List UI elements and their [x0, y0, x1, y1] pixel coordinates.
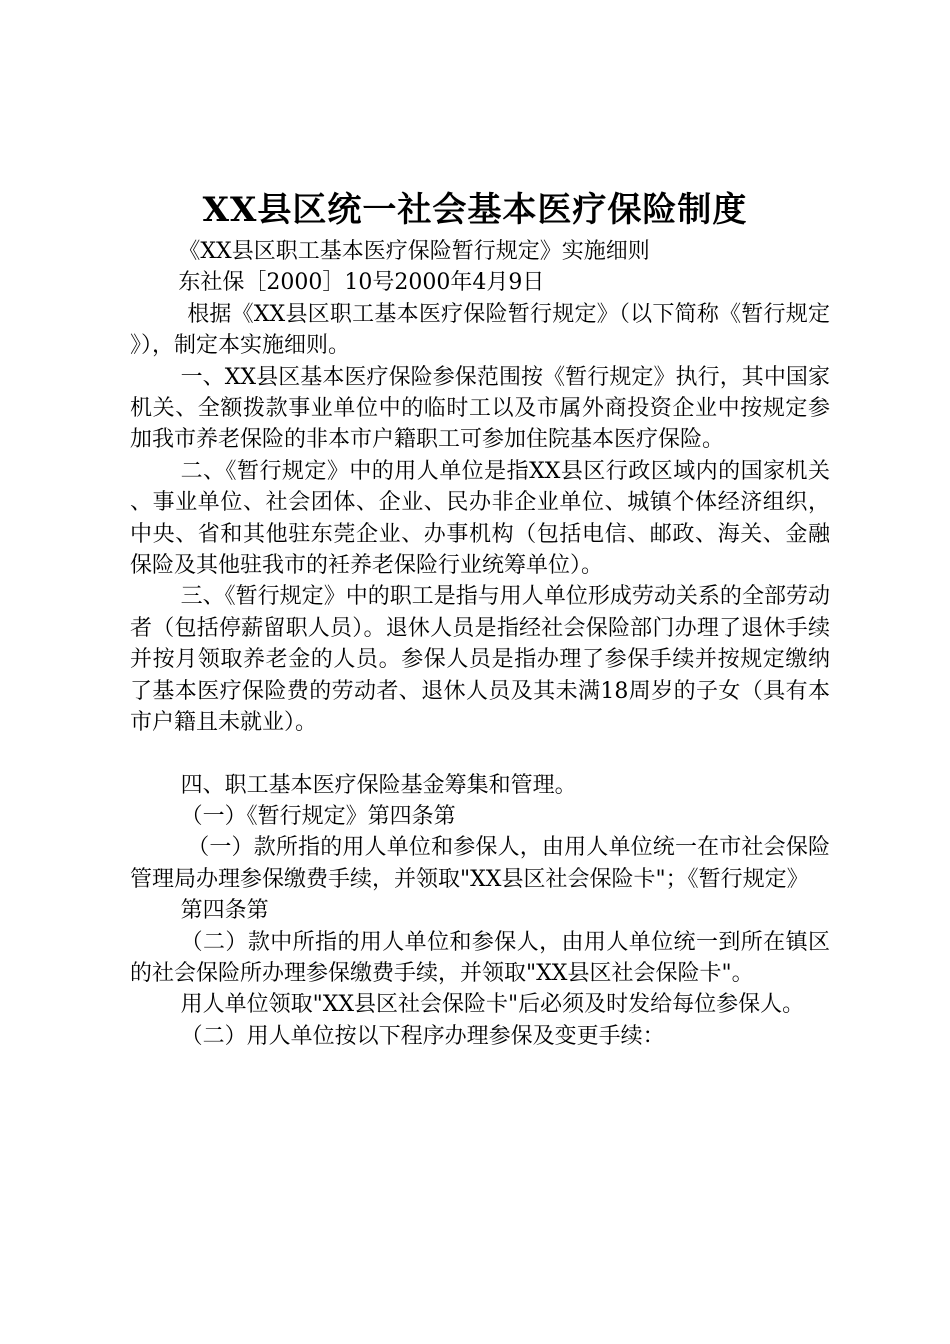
- document-number: 东社保［2000］10号2000年4月9日: [178, 270, 545, 296]
- paragraph-article-4: 第四条第: [180, 898, 269, 924]
- paragraph-intro: 根据《XX县区职工基本医疗保险暂行规定》（以下简称《暂行规定》），制定本实施细则。: [130, 301, 830, 359]
- paragraph-gap: [130, 739, 830, 770]
- paragraph-section-3: 三、《暂行规定》中的职工是指与用人单位形成劳动关系的全部劳动者（包括停薪留职人员）。退休人员是指经社会保险部门办理了退休手续并按月领取养老金的人员。参保人员是指办理了参保手续并按规定缴纳了基本医疗保险费的劳动者、退休人员及其未满18周岁的子女（具有本市户籍且未就业）。: [130, 584, 830, 736]
- document-subtitle: 《XX县区职工基本医疗保险暂行规定》实施细则: [178, 239, 650, 264]
- paragraph-item-2: （二）用人单位按以下程序办理参保及变更手续：: [180, 1023, 665, 1049]
- document-body: [130, 236, 830, 1052]
- paragraph-section-4: 四、职工基本医疗保险基金筹集和管理。: [180, 772, 577, 798]
- paragraph-item-2-detail: （二）款中所指的用人单位和参保人，由用人单位统一到所在镇区的社会保险所办理参保缴费手续，并领取"XX县区社会保险卡"。: [130, 929, 830, 986]
- paragraph-item-1: （一）《暂行规定》第四条第: [180, 803, 456, 829]
- document-title: XX县区统一社会基本医疗保险制度: [202, 190, 748, 230]
- paragraph-card-distribution: 用人单位领取"XX县区社会保险卡"后必须及时发给每位参保人。: [180, 992, 805, 1018]
- paragraph-section-2: 二、《暂行规定》中的用人单位是指XX县区行政区域内的国家机关、事业单位、社会团体、企业、民办非企业单位、城镇个体经济组织，中央、省和其他驻东莞企业、办事机构（包括电信、邮政、海关、金融保险及其他驻我市的衽养老保险行业统筹单位）。: [130, 458, 830, 579]
- paragraph-section-1: 一、XX县区基本医疗保险参保范围按《暂行规定》执行，其中国家机关、全额拨款事业单位中的临时工以及市属外商投资企业中按规定参加我市养老保险的非本市户籍职工可参加住院基本医疗保险。: [130, 364, 830, 453]
- paragraph-item-1-detail: （一）款所指的用人单位和参保人，由用人单位统一在市社会保险管理局办理参保缴费手续，并领取"XX县区社会保险卡"；《暂行规定》: [130, 835, 830, 892]
